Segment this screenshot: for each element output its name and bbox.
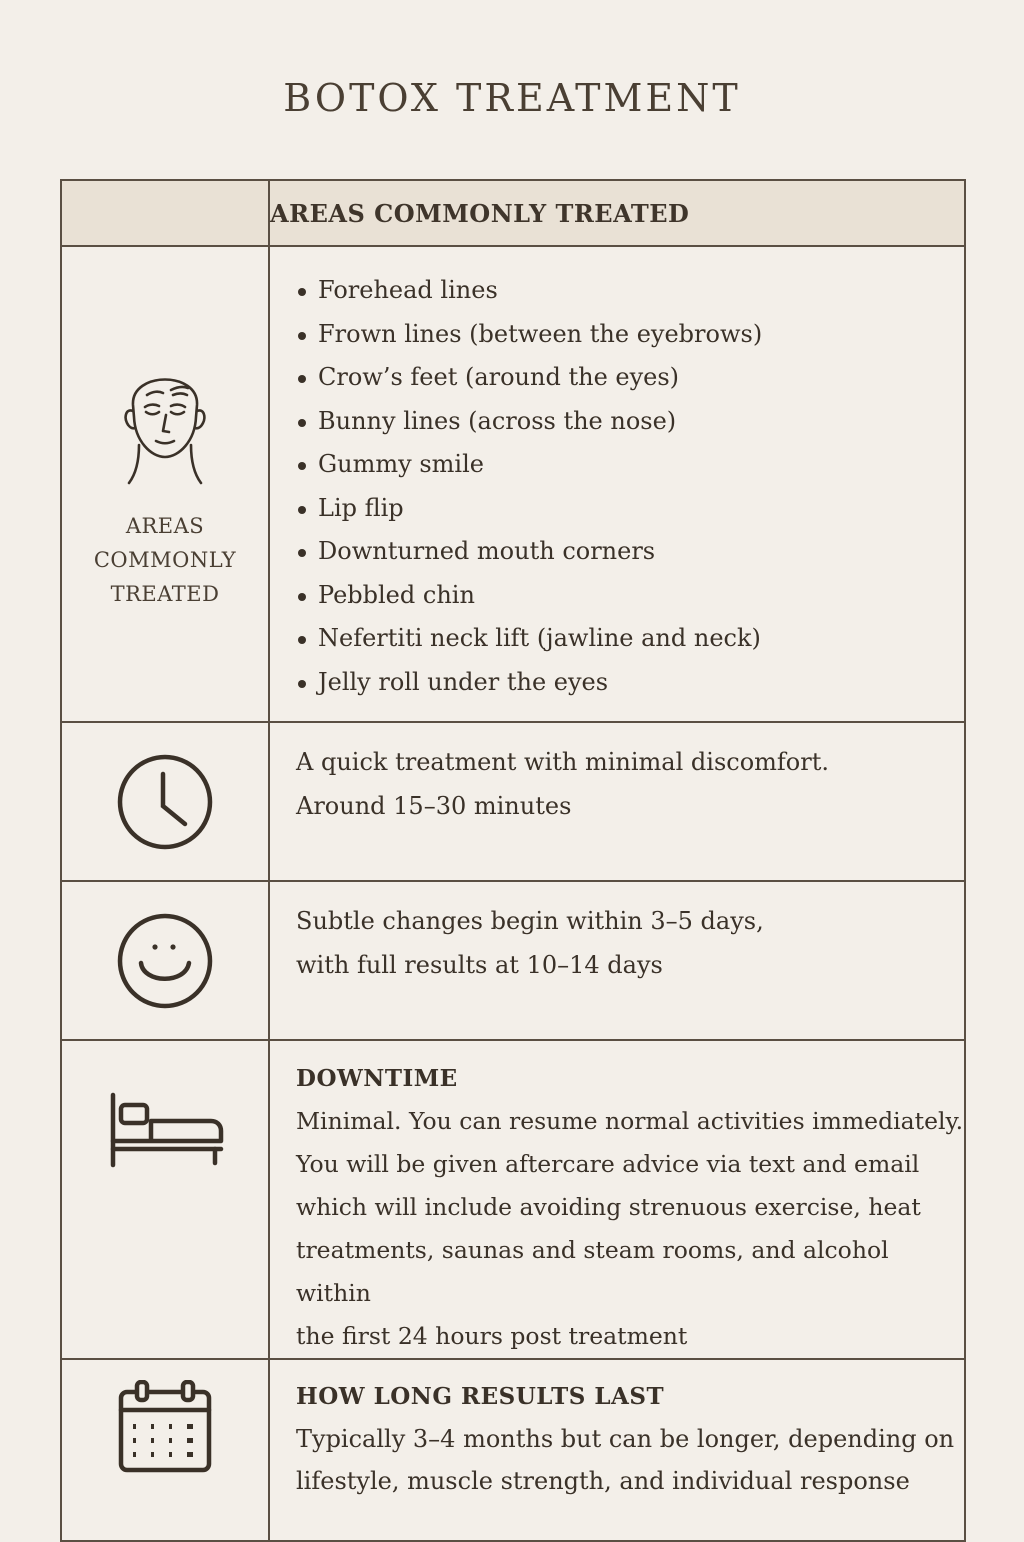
list-item: Lip flip: [296, 487, 964, 531]
downtime-content-cell: [269, 1040, 965, 1359]
results-line-2: with full results at 10–14 days: [296, 950, 663, 979]
table-row: [61, 881, 965, 1040]
bed-icon: [103, 1091, 227, 1171]
areas-list: [296, 247, 964, 704]
list-item: Downturned mouth corners: [296, 530, 964, 574]
page-title: BOTOX TREATMENT: [283, 76, 741, 120]
table-row: [61, 722, 965, 881]
duration-line-1: A quick treatment with minimal discomfort.: [296, 748, 830, 776]
list-item: Bunny lines (across the nose): [296, 400, 964, 444]
table-row: [61, 246, 965, 722]
calendar-icon: [115, 1380, 215, 1476]
results-content-cell: [269, 881, 965, 1040]
downtime-icon-cell: [61, 1040, 269, 1359]
table-row: [61, 1359, 965, 1541]
list-item: Pebbled chin: [296, 574, 964, 618]
list-item: Nefertiti neck lift (jawline and neck): [296, 617, 964, 661]
longevity-icon-cell: [61, 1359, 269, 1541]
table-row: [61, 1040, 965, 1359]
longevity-content-cell: [269, 1359, 965, 1541]
face-icon: [117, 357, 213, 487]
longevity-heading: HOW LONG RESULTS LAST: [296, 1383, 665, 1410]
duration-line-2: Around 15–30 minutes: [296, 791, 572, 820]
results-icon-cell: [61, 881, 269, 1040]
list-item: Gummy smile: [296, 443, 964, 487]
header-empty-cell: [61, 180, 269, 246]
downtime-text-line: treatments, saunas and steam rooms, and alcohol within: [296, 1236, 889, 1307]
results-line-1: Subtle changes begin within 3–5 days,: [296, 907, 764, 935]
areas-content-cell: [269, 246, 965, 722]
list-item: Frown lines (between the eyebrows): [296, 313, 964, 357]
list-item: Jelly roll under the eyes: [296, 661, 964, 705]
smiley-icon: [115, 911, 215, 1011]
list-item: Forehead lines: [296, 269, 964, 313]
longevity-text-line: Typically 3–4 months but can be longer, depending on: [296, 1425, 955, 1453]
areas-side-label: AREAS COMMONLY TREATED: [93, 514, 237, 606]
areas-icon-cell: [61, 246, 269, 722]
list-item: Crow’s feet (around the eyes): [296, 356, 964, 400]
info-table: [60, 179, 966, 1542]
downtime-text-line: Minimal. You can resume normal activities immediately.: [296, 1107, 964, 1135]
duration-content-cell: [269, 722, 965, 881]
downtime-heading: DOWNTIME: [296, 1065, 458, 1092]
downtime-text-line: which will include avoiding strenuous exercise, heat: [296, 1193, 921, 1221]
table-header-row: [61, 180, 965, 246]
longevity-text-line: lifestyle, muscle strength, and individual response: [296, 1467, 910, 1495]
downtime-text-line: the first 24 hours post treatment: [296, 1322, 688, 1350]
header-column-title: AREAS COMMONLY TREATED: [269, 180, 965, 246]
downtime-text-line: You will be given aftercare advice via text and email: [296, 1150, 920, 1178]
duration-icon-cell: [61, 722, 269, 881]
clock-icon: [115, 752, 215, 852]
